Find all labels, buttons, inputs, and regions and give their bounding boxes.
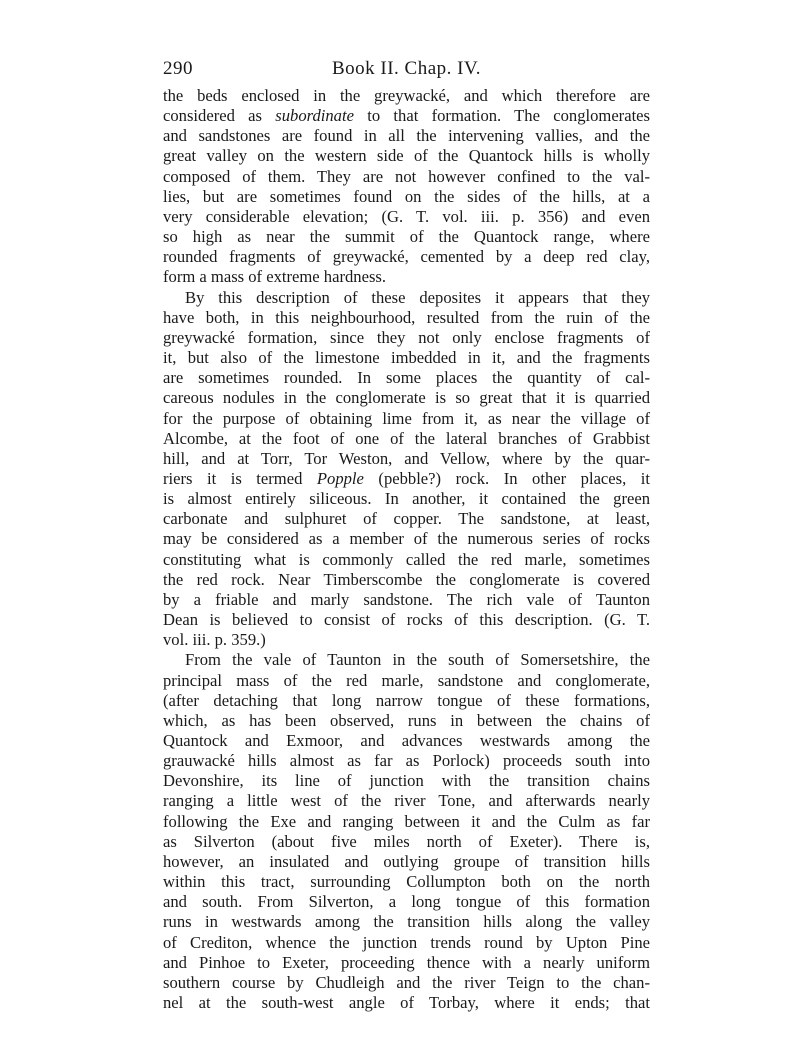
text-line: Dean is believed to consist of rocks of this description. (G. T. (163, 610, 650, 630)
text-line: it, but also of the limestone imbedded in it, and the fragments (163, 348, 650, 368)
text-line: and south. From Silverton, a long tongue of this formation (163, 892, 650, 912)
text-line: Devonshire, its line of junction with the transition chains (163, 771, 650, 791)
text-line: runs in westwards among the transition hills along the valley (163, 912, 650, 932)
text-line: the beds enclosed in the greywacké, and which therefore are (163, 86, 650, 105)
text-line: grauwacké hills almost as far as Porlock) proceeds south into (163, 751, 650, 771)
text-line: so high as near the summit of the Quantock range, where (163, 227, 650, 247)
paragraph (163, 86, 650, 288)
text-line: ranging a little west of the river Tone, and afterwards nearly (163, 791, 650, 811)
text-line: of Crediton, whence the junction trends round by Upton Pine (163, 932, 650, 952)
text-line: the red rock. Near Timberscombe the conglomerate is covered (163, 569, 650, 589)
text-line: which, as has been observed, runs in between the chains of (163, 710, 650, 730)
text-line: Quantock and Exmoor, and advances westwards among the (163, 731, 650, 750)
text-line: riers it is termed Popple (pebble?) rock. In other places, it (163, 468, 650, 488)
text-line: within this tract, surrounding Collumpton both on the north (163, 872, 650, 892)
text-line: by a friable and marly sandstone. The rich vale of Taunton (163, 589, 650, 609)
text-line: constituting what is commonly called the red marle, sometimes (163, 549, 650, 569)
text-line: From the vale of Taunton in the south of Somersetshire, the (185, 650, 650, 670)
text-line: principal mass of the red marle, sandstone and conglomerate, (163, 670, 650, 690)
paragraph (163, 288, 650, 651)
book-page (163, 52, 650, 1013)
text-line: form a mass of extreme hardness. (163, 267, 387, 287)
text-line: considered as subordinate to that formation. The conglomerates (163, 106, 651, 126)
text-line: and Pinhoe to Exeter, proceeding thence with a nearly uniform (163, 952, 650, 972)
text-line: vol. iii. p. 359.) (163, 630, 266, 650)
body-text (163, 86, 650, 1013)
text-line: for the purpose of obtaining lime from it, as near the village of (163, 408, 650, 428)
text-line: lies, but are sometimes found on the sides of the hills, at a (163, 186, 650, 206)
text-line: however, an insulated and outlying groupe of transition hills (163, 851, 650, 871)
text-line: as Silverton (about five miles north of Exeter). There is, (163, 831, 650, 851)
text-line: rounded fragments of greywacké, cemented by a deep red clay, (163, 247, 650, 267)
paragraph (163, 650, 650, 1013)
text-line: have both, in this neighbourhood, resulted from the ruin of the (163, 307, 650, 327)
text-line: are sometimes rounded. In some places the quantity of cal- (163, 368, 650, 388)
text-line: (after detaching that long narrow tongue of these formations, (163, 690, 650, 710)
text-line: following the Exe and ranging between it and the Culm as far (163, 811, 650, 831)
text-line: carbonate and sulphuret of copper. The sandstone, at least, (163, 509, 650, 529)
text-line: hill, and at Torr, Tor Weston, and Vellow, where by the quar- (163, 448, 650, 468)
text-line: nel at the south-west angle of Torbay, where it ends; that (163, 993, 650, 1013)
running-head: Book II. Chap. IV. (331, 58, 482, 79)
text-line: is almost entirely siliceous. In another, it contained the green (163, 489, 650, 509)
text-line: By this description of these deposites it appears that they (185, 287, 650, 307)
text-line: careous nodules in the conglomerate is so great that it is quarried (163, 388, 650, 408)
text-line: great valley on the western side of the Quantock hills is wholly (163, 146, 650, 166)
text-line: may be considered as a member of the numerous series of rocks (163, 529, 650, 549)
text-line: very considerable elevation; (G. T. vol. iii. p. 356) and even (163, 206, 650, 226)
page-header (163, 52, 650, 86)
text-line: southern course by Chudleigh and the river Teign to the chan- (163, 972, 650, 992)
page-number: 290 (163, 58, 193, 79)
text-line: greywacké formation, since they not only enclose fragments of (163, 327, 650, 347)
text-line: composed of them. They are not however confined to the val- (163, 166, 650, 186)
text-line: Alcombe, at the foot of one of the lateral branches of Grabbist (163, 428, 650, 448)
text-line: and sandstones are found in all the intervening vallies, and the (163, 126, 650, 146)
